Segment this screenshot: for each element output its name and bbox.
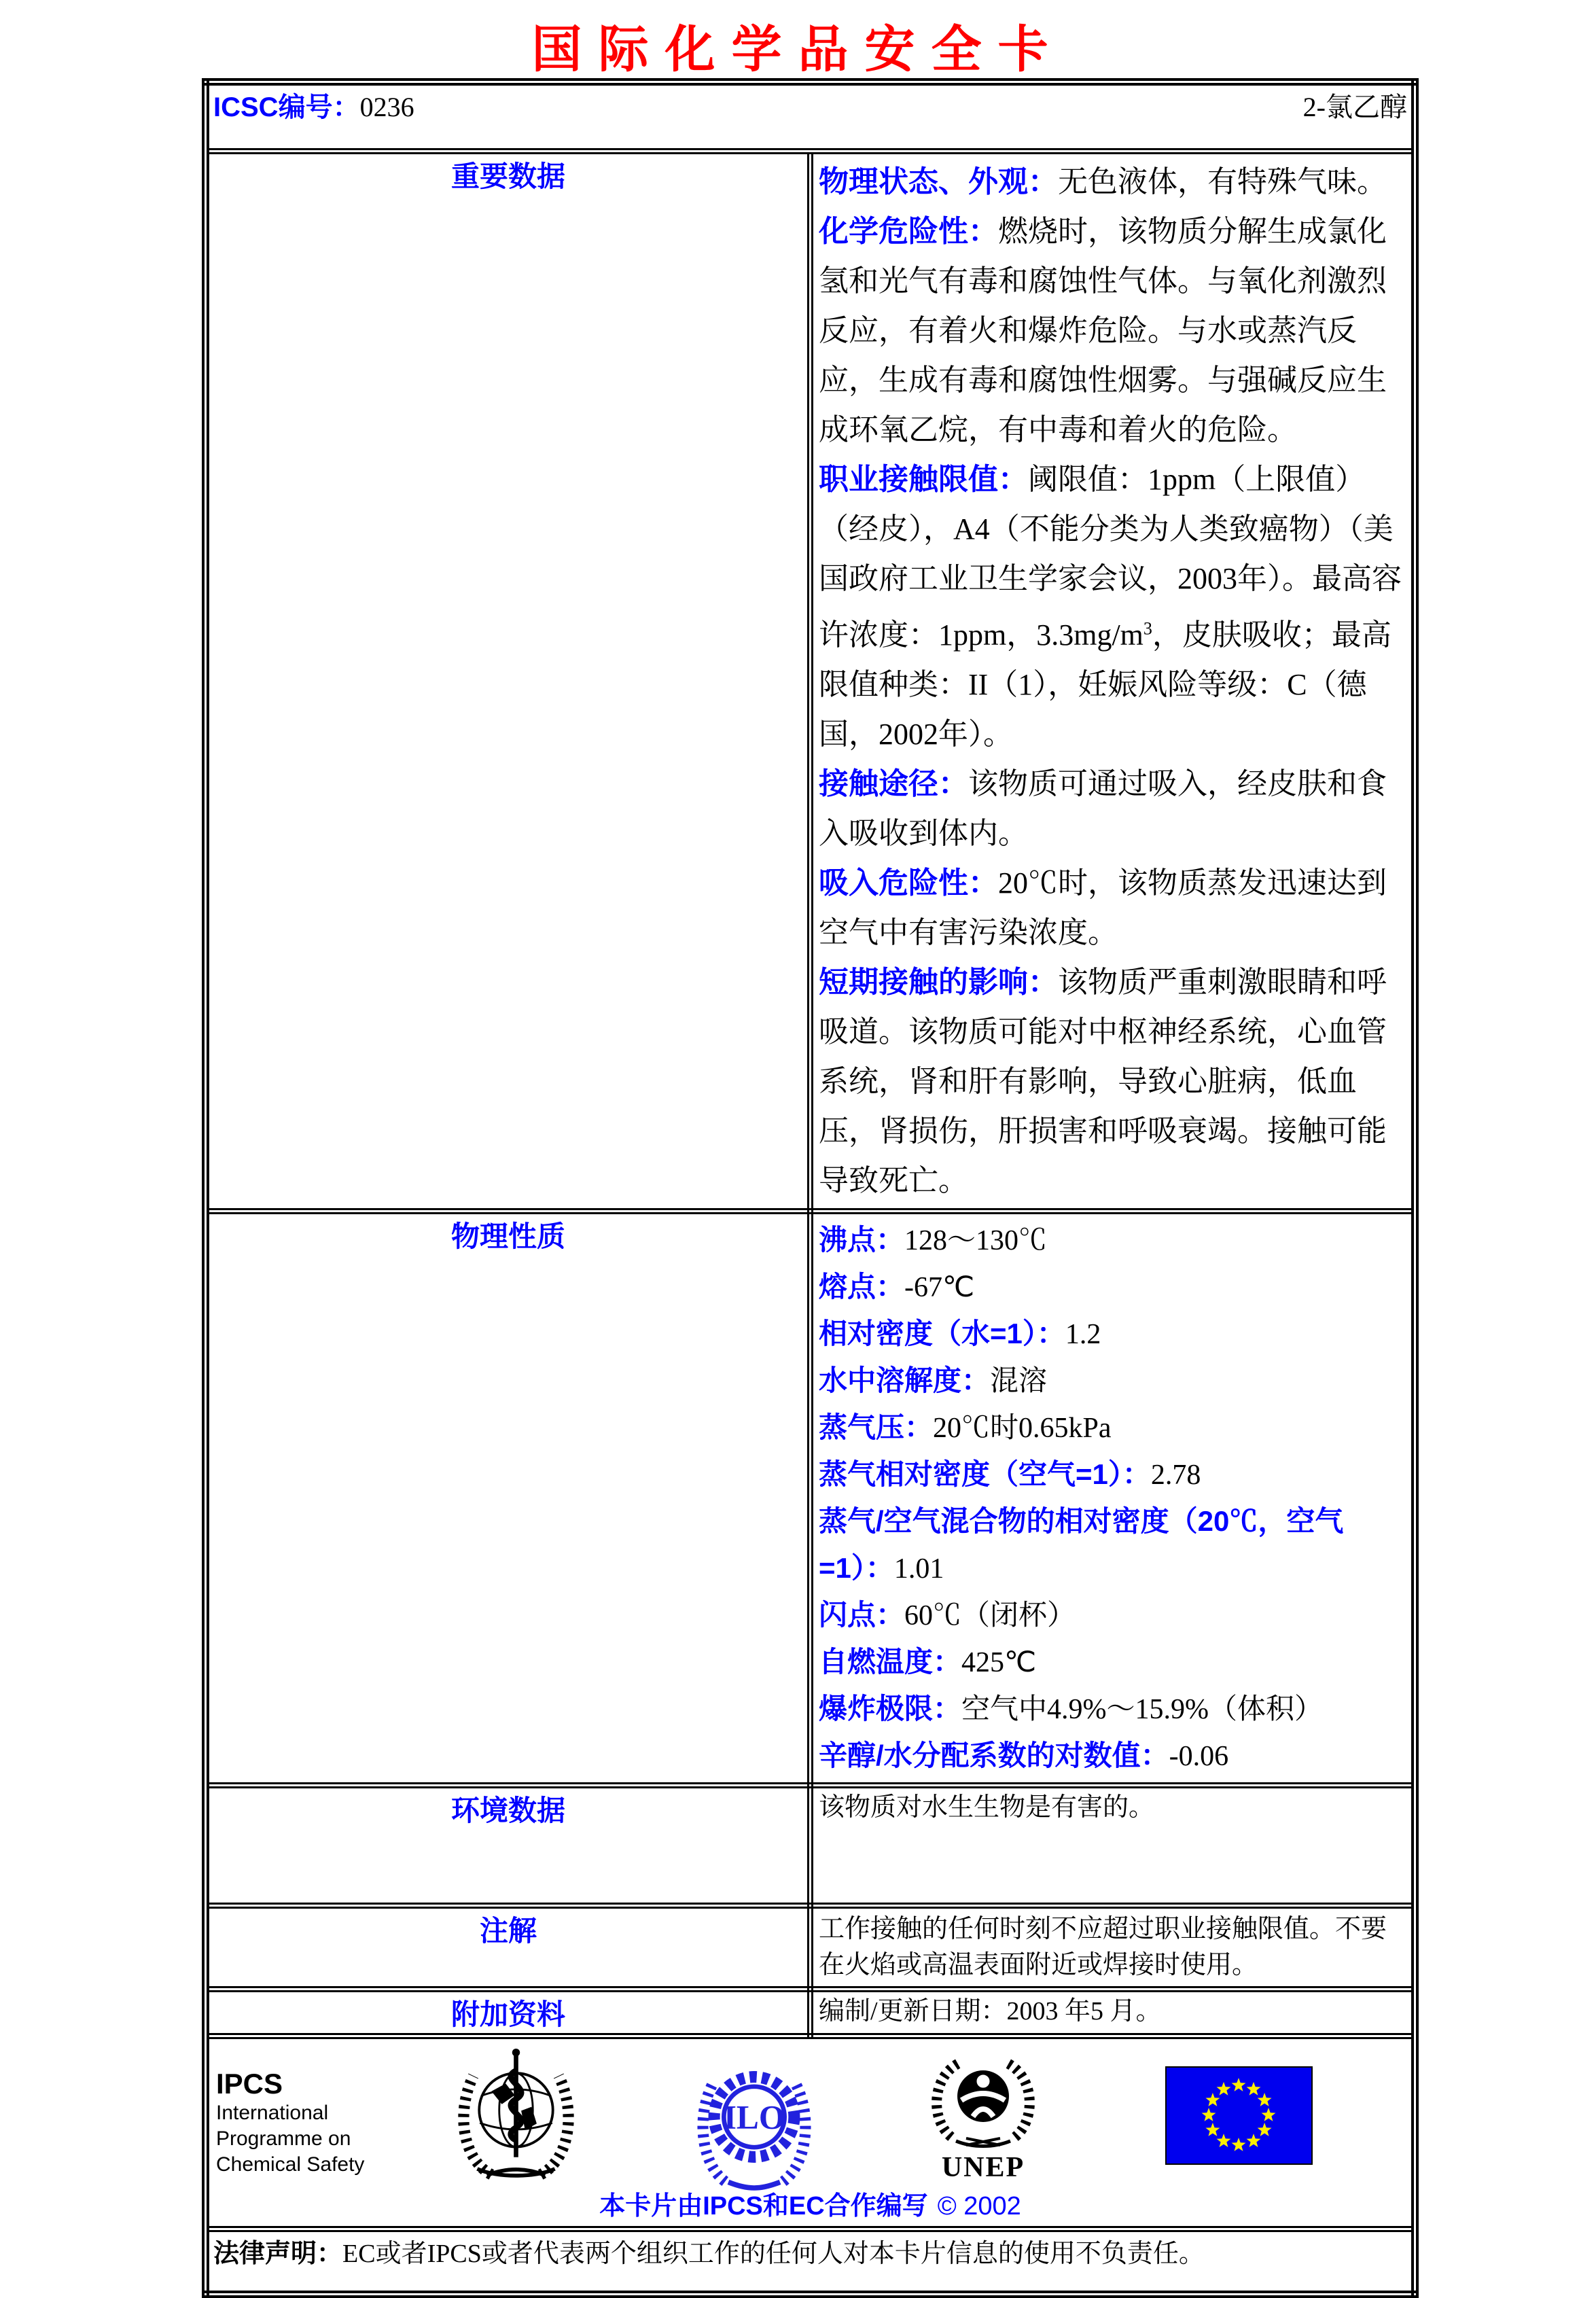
row-label-additional-info: 附加资料 xyxy=(206,1989,811,2036)
field-label: 沸点： xyxy=(819,1223,905,1256)
field-value: 阈限值：1ppm（上限值）（经皮），A4（不能分类为人类致癌物）（美国政府工业卫生学家会议，2003年）。最高容许浓度：1ppm，$3.3mg/m^3$，皮肤吸收；最高限值种类：II（1），妊娠风险等级：C（德国，2002年）。 xyxy=(819,463,1402,751)
icsc-card-table xyxy=(202,78,1419,2298)
card-header-row xyxy=(206,82,1415,152)
field-value: 1.2 xyxy=(1065,1318,1101,1350)
field-value: 1.01 xyxy=(893,1553,944,1585)
field-relative-density xyxy=(819,1311,1404,1358)
additional-info-content xyxy=(811,1989,1415,2036)
chemical-name: 2-氯乙醇 xyxy=(1302,92,1407,122)
field-value: -67℃ xyxy=(904,1271,975,1303)
field-label: 熔点： xyxy=(819,1270,905,1303)
superscript-3: 3 xyxy=(1143,618,1152,638)
field-value: 空气中4.9%～15.9%（体积） xyxy=(961,1693,1323,1725)
physical-properties-content xyxy=(811,1211,1415,1785)
field-value: 工作接触的任何时刻不应超过职业接触限值。不要在火焰或高温表面附近或焊接时使用。 xyxy=(819,1914,1387,1979)
field-value: 该物质严重刺激眼睛和呼吸道。该物质可能对中枢神经系统，心血管系统，肾和肝有影响，导致心脏病，低血压，肾损伤，肝损害和呼吸衰竭。接触可能导致死亡。 xyxy=(819,965,1387,1197)
field-value: 20℃时0.65kPa xyxy=(933,1412,1112,1444)
ipcs-subtitle-line: Programme on xyxy=(216,2127,351,2150)
ilo-logo-text: ILO xyxy=(723,2098,785,2136)
legal-cell xyxy=(206,2229,1415,2294)
field-boiling-point xyxy=(819,1217,1404,1264)
field-value: 燃烧时，该物质分解生成氯化氢和光气有毒和腐蚀性气体。与氧化剂激烈反应，有着火和爆炸危险。与水或蒸汽反应，生成有毒和腐蚀性烟雾。与强碱反应生成环氧乙烷，有中毒和着火的危险。 xyxy=(819,215,1387,446)
field-label: 吸入危险性： xyxy=(819,866,998,900)
eu-flag-icon xyxy=(1165,2066,1313,2168)
row-label-environmental-data: 环境数据 xyxy=(206,1785,811,1905)
field-vapour-air-mixture-density xyxy=(819,1498,1404,1592)
field-value: 无色液体，有特殊气味。 xyxy=(1058,165,1387,198)
field-physical-state xyxy=(819,157,1404,207)
ilo-logo-icon xyxy=(690,2055,819,2195)
field-chemical-dangers xyxy=(819,207,1404,455)
card-header-cell xyxy=(206,82,1415,152)
field-value: 该物质对水生生物是有害的。 xyxy=(819,1792,1155,1822)
additional-info-row xyxy=(206,1989,1415,2036)
caption-copyright: © 2002 xyxy=(937,2191,1021,2221)
icsc-number-value: 0236 xyxy=(359,92,414,122)
physical-properties-row xyxy=(206,1211,1415,1785)
row-label-notes: 注解 xyxy=(206,1905,811,1989)
notes-row xyxy=(206,1905,1415,1989)
field-value: 20℃时，该物质蒸发迅速达到空气中有害污染浓度。 xyxy=(819,866,1387,949)
field-occupational-exposure-limits xyxy=(819,455,1404,759)
field-value: 2.78 xyxy=(1150,1459,1201,1491)
field-water-solubility xyxy=(819,1358,1404,1404)
field-octanol-water-partition xyxy=(819,1733,1404,1780)
field-short-term-effects xyxy=(819,957,1404,1205)
row-label-physical-properties: 物理性质 xyxy=(206,1211,811,1785)
unep-logo-text: UNEP xyxy=(941,2151,1025,2183)
field-label: 接触途径： xyxy=(819,766,968,800)
ipcs-text-block xyxy=(216,2068,364,2178)
field-label: 物理状态、外观： xyxy=(819,165,1058,198)
important-data-content xyxy=(811,152,1415,1212)
field-value: -0.06 xyxy=(1169,1740,1229,1772)
legal-label: 法律声明： xyxy=(213,2239,343,2268)
field-label: 职业接触限值： xyxy=(819,463,1028,496)
footer-logos-cell xyxy=(206,2036,1415,2229)
field-value: 128～130℃ xyxy=(904,1224,1048,1256)
field-autoignition-temperature xyxy=(819,1639,1404,1686)
field-value: 该物质可通过吸入，经皮肤和食入吸收到体内。 xyxy=(819,766,1387,850)
footer-caption xyxy=(209,2185,1411,2222)
field-label: 蒸气/空气混合物的相对密度（20℃，空气=1）： xyxy=(819,1504,1344,1584)
field-label: 化学危险性： xyxy=(819,215,998,248)
field-inhalation-risk xyxy=(819,858,1404,957)
field-label: 辛醇/水分配系数的对数值： xyxy=(819,1739,1169,1771)
field-label: 自燃温度： xyxy=(819,1645,962,1678)
field-label: 爆炸极限： xyxy=(819,1692,962,1725)
row-label-important-data: 重要数据 xyxy=(206,152,811,1212)
field-label: 相对密度（水=1）： xyxy=(819,1317,1065,1349)
environmental-data-row xyxy=(206,1785,1415,1905)
field-melting-point xyxy=(819,1264,1404,1311)
field-value: 425℃ xyxy=(961,1646,1037,1678)
field-label: 闪点： xyxy=(819,1598,905,1631)
field-label: 短期接触的影响： xyxy=(819,965,1058,999)
ipcs-title: IPCS xyxy=(216,2067,283,2100)
field-label: 蒸气相对密度（空气=1）： xyxy=(819,1457,1151,1490)
field-label: 水中溶解度： xyxy=(819,1364,991,1396)
legal-row xyxy=(206,2229,1415,2294)
page-title: 国际化学品安全卡 xyxy=(531,22,1065,78)
who-logo-icon xyxy=(451,2049,581,2185)
field-flash-point xyxy=(819,1592,1404,1639)
field-explosive-limits xyxy=(819,1686,1404,1733)
field-routes-of-exposure xyxy=(819,759,1404,858)
icsc-number-label: ICSC编号： xyxy=(213,92,360,122)
notes-content xyxy=(811,1905,1415,1989)
footer-logos-row xyxy=(206,2036,1415,2229)
environmental-data-content xyxy=(811,1785,1415,1905)
ipcs-subtitle-line: Chemical Safety xyxy=(216,2153,365,2176)
legal-text: EC或者IPCS或者代表两个组织工作的任何人对本卡片信息的使用不负责任。 xyxy=(342,2239,1205,2268)
field-value: 编制/更新日期：2003 年5 月。 xyxy=(819,1996,1162,2026)
unep-logo-icon xyxy=(925,2054,1041,2182)
important-data-row xyxy=(206,152,1415,1212)
icsc-number xyxy=(213,86,414,124)
caption-text: 本卡片由IPCS和EC合作编写 xyxy=(599,2191,928,2221)
field-value: 混溶 xyxy=(990,1365,1048,1397)
field-vapour-pressure xyxy=(819,1404,1404,1451)
ipcs-subtitle-line: International xyxy=(216,2101,329,2124)
field-vapour-relative-density xyxy=(819,1451,1404,1498)
field-label: 蒸气压： xyxy=(819,1411,934,1443)
field-value: 60℃（闭杯） xyxy=(904,1599,1076,1631)
